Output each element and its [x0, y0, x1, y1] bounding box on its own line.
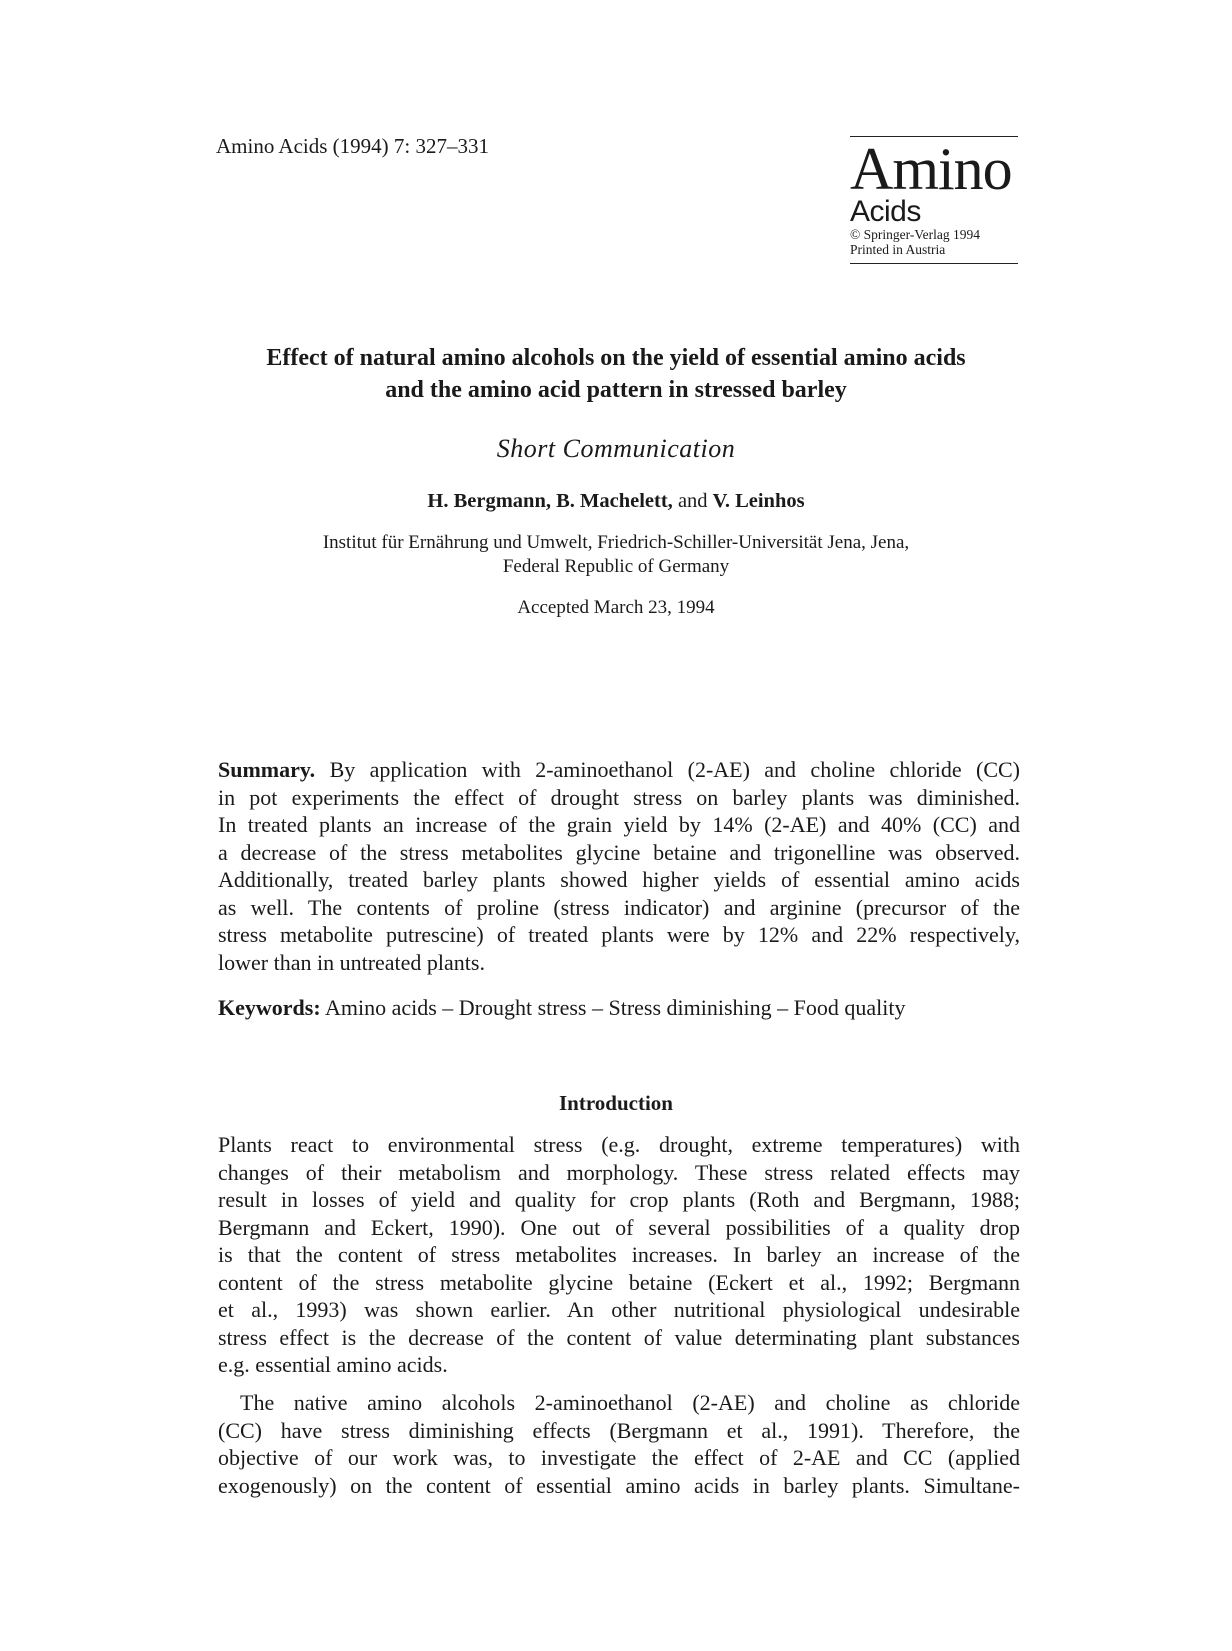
introduction-paragraph-2 [218, 1389, 1020, 1499]
summary-line: a decrease of the stress metabolites glycine betaine and trigonelline was observed. [218, 839, 1020, 865]
paragraph-line: stress effect is the decrease of the content of value determinating plant substances [218, 1324, 1020, 1350]
summary-line: stress metabolite putrescine) of treated plants were by 12% and 22% respectively, [218, 922, 1020, 947]
logo-subtitle: Acids [850, 195, 921, 228]
paragraph-line: changes of their metabolism and morphology. These stress related effects may [218, 1159, 1020, 1185]
summary-line: lower than in untreated plants. [218, 949, 485, 975]
affiliation-line-1: Institut für Ernährung und Umwelt, Friedrich-Schiller-Universität Jena, Jena, [322, 532, 910, 553]
summary-line: in pot experiments the effect of drought stress on barley plants was diminished. [218, 784, 1020, 810]
author-conjunction: and [677, 490, 708, 512]
keywords [218, 994, 1020, 1022]
summary-label: Summary. [218, 757, 316, 782]
paragraph-line: (CC) have stress diminishing effects (Bergmann et al., 1991). Therefore, the [218, 1417, 1020, 1443]
keywords-line [218, 994, 1020, 1022]
summary-line: as well. The contents of proline (stress indicator) and arginine (precursor of the [218, 894, 1020, 920]
paragraph-line: is that the content of stress metabolites increases. In barley an increase of the [218, 1242, 1020, 1267]
article-title-line-1: Effect of natural amino alcohols on the yield of essential amino acids [266, 345, 966, 371]
journal-logo [850, 136, 1018, 264]
paragraph-line: content of the stress metabolite glycine betaine (Eckert et al., 1992; Bergmann [218, 1269, 1020, 1295]
keywords-label: Keywords: [218, 995, 321, 1020]
paragraph-line: exogenously) on the content of essential amino acids in barley plants. Simultane- [218, 1472, 1020, 1498]
summary-line [218, 756, 1020, 784]
summary-line: Additionally, treated barley plants showed higher yields of essential amino acids [218, 867, 1020, 892]
introduction-paragraph-1 [218, 1131, 1020, 1379]
paragraph-line: objective of our work was, to investigate the effect of 2-AE and CC (applied [218, 1445, 1020, 1470]
summary-line: In treated plants an increase of the grain yield by 14% (2-AE) and 40% (CC) and [218, 812, 1020, 837]
summary-paragraph [218, 756, 1020, 976]
logo-printed: Printed in Austria [850, 242, 946, 257]
author-list [0, 490, 1232, 513]
logo-copyright: © Springer-Verlag 1994 [850, 227, 980, 242]
paragraph-line: et al., 1993) was shown earlier. An other nutritional physiological undesirable [218, 1297, 1020, 1322]
article-title-line-2: and the amino acid pattern in stressed barley [385, 377, 847, 403]
affiliation-line-2: Federal Republic of Germany [502, 556, 730, 577]
paragraph-line: The native amino alcohols 2-aminoethanol (2-AE) and choline as chloride [240, 1390, 1020, 1415]
accepted-date: Accepted March 23, 1994 [517, 597, 715, 618]
journal-citation: Amino Acids (1994) 7: 327–331 [216, 134, 489, 158]
article-header [0, 342, 1232, 619]
author-2: B. Machelett, [556, 490, 673, 512]
paragraph-line: e.g. essential amino acids. [218, 1352, 448, 1377]
section-heading-introduction: Introduction [559, 1091, 673, 1115]
author-3: V. Leinhos [712, 490, 805, 512]
paragraph-line: result in losses of yield and quality for crop plants (Roth and Bergmann, 1988; [218, 1187, 1020, 1212]
summary-line-text: By application with 2-aminoethanol (2-AE) and choline chloride (CC) [329, 757, 1020, 782]
paragraph-line: Plants react to environmental stress (e.g. drought, extreme temperatures) with [218, 1132, 1020, 1157]
article-type: Short Communication [496, 434, 736, 463]
logo-title: Amino [850, 136, 1012, 202]
keywords-text: Amino acids – Drought stress – Stress diminishing – Food quality [324, 995, 906, 1020]
author-1: H. Bergmann, [427, 490, 551, 512]
paragraph-line: Bergmann and Eckert, 1990). One out of several possibilities of a quality drop [218, 1214, 1020, 1240]
